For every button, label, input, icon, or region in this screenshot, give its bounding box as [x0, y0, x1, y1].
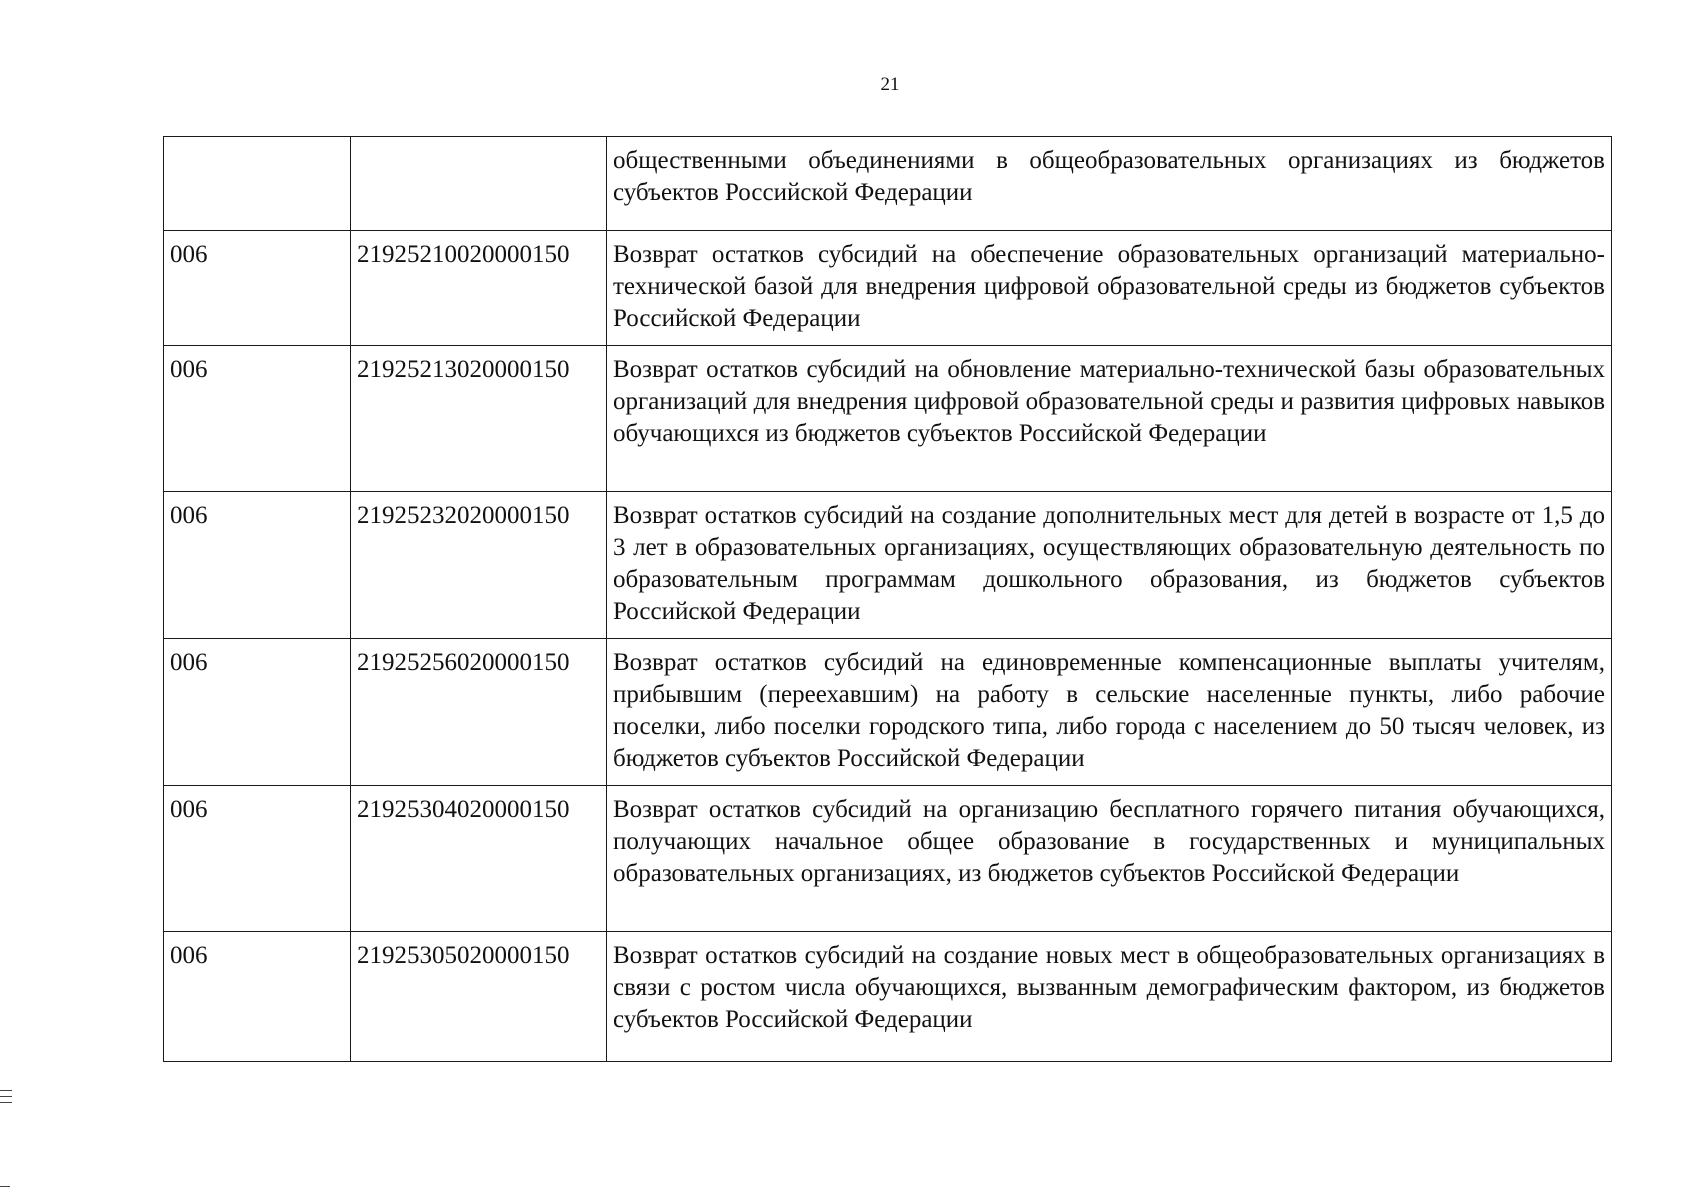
kbk-code-cell: 21925210020000150 [351, 231, 607, 346]
scan-edge-mark [0, 1090, 12, 1091]
kbk-code-cell: 21925213020000150 [351, 346, 607, 492]
table-row [164, 492, 1612, 639]
kbk-code-cell: 21925232020000150 [351, 492, 607, 639]
description-cell: Возврат остатков субсидий на обеспечение образовательных организаций материально-технической базой для внедрения цифровой образовательной среды из бюджетов субъектов Российской Федерации [607, 231, 1612, 346]
table-row [164, 346, 1612, 492]
admin-code-cell: 006 [164, 786, 351, 932]
table-row [164, 231, 1612, 346]
scan-edge-mark [0, 1096, 12, 1097]
budget-codes-table [163, 136, 1612, 1062]
description-cell: Возврат остатков субсидий на единовременные компенсационные выплаты учителям, прибывшим (переехавшим) на работу в сельские населенные пункты, либо рабочие поселки, либо поселки городского типа, либо города с населением до 50 тысяч человек, из бюджетов субъектов Российской Федерации [607, 639, 1612, 786]
table-row [164, 639, 1612, 786]
table-row [164, 137, 1612, 231]
kbk-code-cell: 21925304020000150 [351, 786, 607, 932]
table-row [164, 932, 1612, 1062]
admin-code-cell: 006 [164, 231, 351, 346]
admin-code-cell: 006 [164, 639, 351, 786]
description-cell: Возврат остатков субсидий на организацию бесплатного горячего питания обучающихся, получающих начальное общее образование в государственных и муниципальных образовательных организациях, из бюджетов субъектов Российской Федерации [607, 786, 1612, 932]
admin-code-cell: 006 [164, 932, 351, 1062]
admin-code-cell [164, 137, 351, 231]
description-cell: Возврат остатков субсидий на создание дополнительных мест для детей в возрасте от 1,5 до 3 лет в образовательных организациях, осуществляющих образовательную деятельность по образовательным программам дошкольного образования, из бюджетов субъектов Российской Федерации [607, 492, 1612, 639]
description-cell: общественными объединениями в общеобразовательных организациях из бюджетов субъектов Российской Федерации [607, 137, 1612, 231]
admin-code-cell: 006 [164, 346, 351, 492]
scan-edge-mark [0, 1186, 10, 1187]
description-cell: Возврат остатков субсидий на создание новых мест в общеобразовательных организациях в связи с ростом числа обучающихся, вызванным демографическим фактором, из бюджетов субъектов Российской Федерации [607, 932, 1612, 1062]
kbk-code-cell: 21925305020000150 [351, 932, 607, 1062]
page-number: 21 [880, 74, 900, 95]
scan-edge-mark [0, 1102, 12, 1103]
kbk-code-cell [351, 137, 607, 231]
description-cell: Возврат остатков субсидий на обновление материально-технической базы образовательных организаций для внедрения цифровой образовательной среды и развития цифровых навыков обучающихся из бюджетов субъектов Российской Федерации [607, 346, 1612, 492]
kbk-code-cell: 21925256020000150 [351, 639, 607, 786]
table-row [164, 786, 1612, 932]
admin-code-cell: 006 [164, 492, 351, 639]
